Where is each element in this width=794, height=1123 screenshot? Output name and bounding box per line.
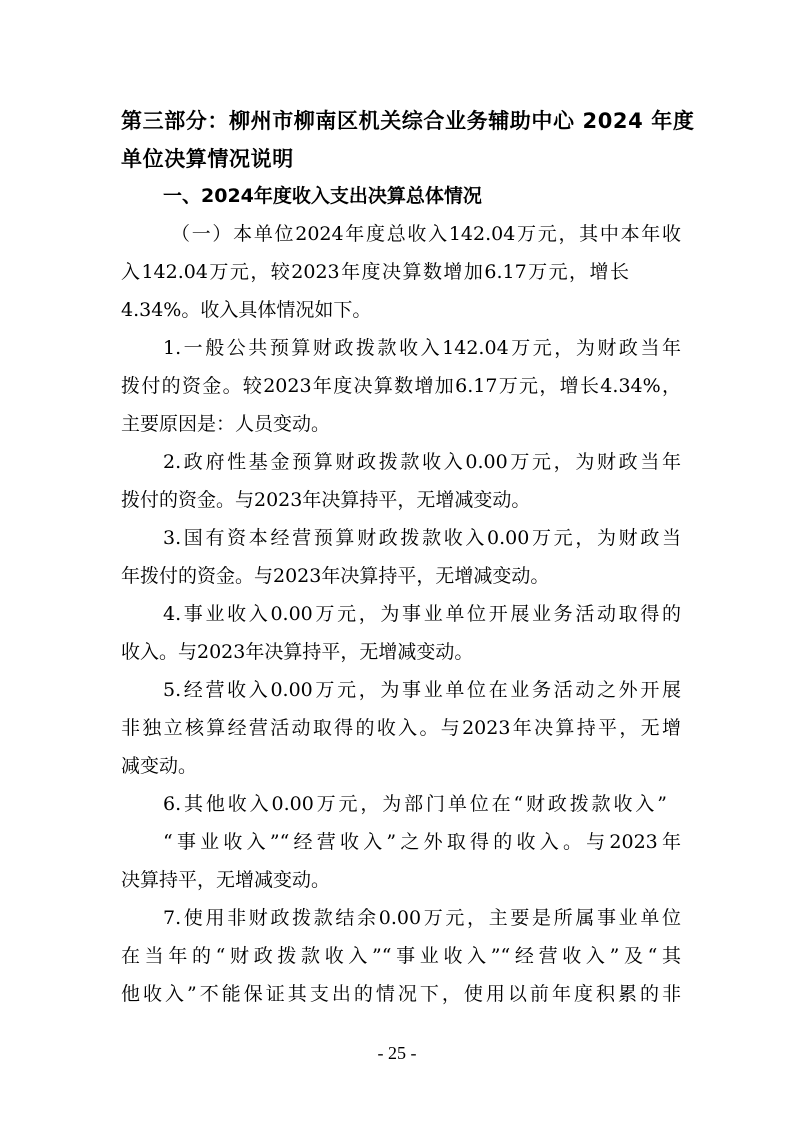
paragraph-operating-income (121, 671, 681, 785)
paragraph-line: 6.其他收入0.00万元，为部门单位在“财政拨款收入” (163, 793, 667, 815)
page-number: - 25 - (377, 1043, 417, 1063)
paragraph-line: 2.政府性基金预算财政拨款收入0.00万元，为财政当年 (163, 451, 681, 473)
paragraph-line: 他收入”不能保证其支出的情况下，使用以前年度积累的非 (121, 983, 681, 1005)
paragraph-line: 拨付的资金。较2023年度决算数增加6.17万元，增长4.34%， (121, 375, 681, 397)
paragraph-line: 非独立核算经营活动取得的收入。与2023年决算持平，无增 (121, 717, 681, 739)
paragraph-line: （一）本单位2024年度总收入142.04万元，其中本年收 (171, 223, 681, 245)
paragraph-line: 4.事业收入0.00万元，为事业单位开展业务活动取得的 (163, 603, 681, 625)
paragraph-non-fiscal-surplus (121, 899, 681, 1013)
paragraph-general-budget (121, 329, 681, 443)
paragraph-other-income (121, 785, 681, 899)
paragraph-total-income (121, 215, 681, 329)
paragraph-line: 收入。与2023年决算持平，无增减变动。 (121, 641, 474, 663)
paragraph-line: 7.使用非财政拨款结余0.00万元，主要是所属事业单位 (163, 907, 681, 929)
paragraph-line: 拨付的资金。与2023年决算持平，无增减变动。 (121, 489, 531, 511)
paragraph-line: 5.经营收入0.00万元，为事业单位在业务活动之外开展 (163, 679, 681, 701)
section-heading: 一、2024年度收入支出决算总体情况 (163, 185, 482, 207)
paragraph-line: 3.国有资本经营预算财政拨款收入0.00万元，为财政当 (163, 527, 681, 549)
part-title (121, 102, 695, 178)
paragraph-line: “事业收入”“经营收入”之外取得的收入。与2023年 (163, 831, 681, 853)
paragraph-line: 年拨付的资金。与2023年决算持平，无增减变动。 (121, 565, 550, 587)
paragraph-line: 4.34%。收入具体情况如下。 (121, 299, 372, 321)
paragraph-business-income (121, 595, 681, 671)
paragraph-line: 减变动。 (121, 755, 198, 777)
paragraph-government-fund (121, 443, 681, 519)
paragraph-line: 在当年的“财政拨款收入”“事业收入”“经营收入”及“其 (121, 945, 681, 967)
part-title-line-2: 单位决算情况说明 (121, 147, 294, 171)
body-text (121, 215, 681, 1013)
paragraph-line: 入142.04万元，较2023年度决算数增加6.17万元，增长 (121, 261, 629, 283)
part-title-line-1: 第三部分：柳州市柳南区机关综合业务辅助中心 2024 年度 (121, 109, 695, 133)
paragraph-line: 决算持平，无增减变动。 (121, 869, 331, 891)
paragraph-line: 主要原因是：人员变动。 (121, 413, 331, 435)
paragraph-line: 1.一般公共预算财政拨款收入142.04万元，为财政当年 (163, 337, 681, 359)
paragraph-state-capital (121, 519, 681, 595)
